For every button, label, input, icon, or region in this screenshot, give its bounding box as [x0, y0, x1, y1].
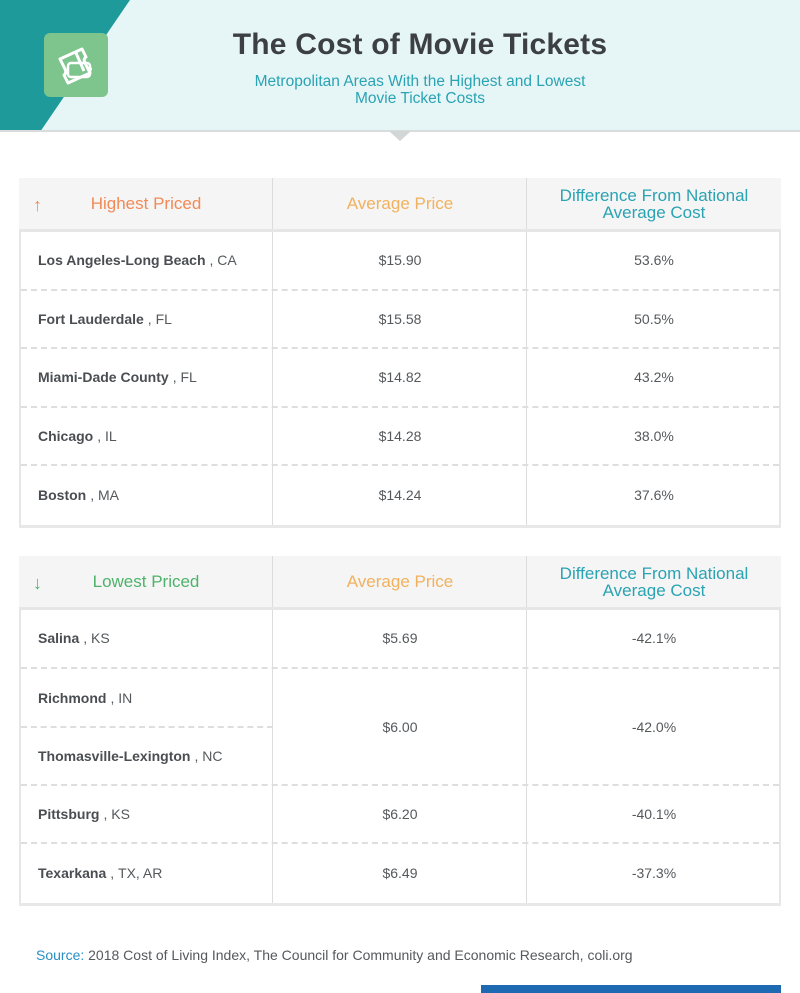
column-header-difference: Difference From National Average Cost [559, 563, 749, 600]
difference-cell: 37.6% [634, 487, 674, 504]
subtitle-line-2: Movie Ticket Costs [354, 90, 486, 107]
ticket-icon [44, 33, 108, 102]
state-name: IN [118, 689, 133, 706]
header-banner [0, 0, 800, 132]
price-cell: $14.28 [378, 427, 422, 444]
page-subtitle [160, 73, 680, 107]
city-cell: Salina , KS [38, 630, 110, 647]
difference-cell: 53.6% [634, 252, 674, 269]
city-cell: Fort Lauderdale , FL [38, 310, 172, 327]
price-cell: $6.20 [382, 805, 418, 822]
city-name: Texarkana [38, 865, 107, 882]
table-row [21, 349, 779, 408]
column-header-price: Average Price [346, 194, 454, 213]
column-header-price: Average Price [346, 572, 454, 591]
table-row [21, 466, 779, 525]
state-name: IL [105, 427, 117, 444]
arrow-down-icon: ↓ [33, 573, 42, 593]
source-text: 2018 Cost of Living Index, The Council for Community and Economic Research, coli.org [88, 947, 633, 963]
city-name: Richmond [38, 689, 107, 706]
difference-cell: -37.3% [631, 865, 677, 882]
state-name: KS [111, 805, 130, 822]
price-cell: $6.49 [382, 865, 418, 882]
city-cell: Miami-Dade County , FL [38, 369, 197, 386]
table-header [19, 178, 781, 232]
price-cell: $6.00 [382, 719, 418, 735]
city-name: Fort Lauderdale [38, 310, 144, 327]
source-note [36, 947, 633, 963]
city-name: Pittsburg [38, 805, 100, 822]
highest-priced-table [19, 178, 781, 528]
state-name: FL [180, 369, 197, 386]
city-cell: Richmond , IN [38, 689, 133, 706]
state-name: KS [91, 630, 110, 647]
lowest-priced-table [19, 556, 781, 906]
difference-cell: 43.2% [634, 369, 674, 386]
table-body [19, 232, 781, 525]
down-pointer-icon [389, 131, 411, 141]
price-cell: $15.90 [378, 252, 422, 269]
city-cell: Los Angeles-Long Beach , CA [38, 252, 237, 269]
table-row [21, 291, 779, 350]
table-row [21, 408, 779, 467]
table-row [21, 844, 779, 903]
city-cell: Thomasville-Lexington , NC [38, 748, 223, 765]
price-cell: $14.24 [378, 487, 422, 504]
city-name: Boston [38, 487, 87, 504]
table-row-merged [21, 669, 779, 786]
city-cell: Pittsburg , KS [38, 805, 130, 822]
table-row [21, 610, 779, 669]
state-name: TX, AR [118, 865, 163, 882]
table-header [19, 556, 781, 610]
table-row [21, 786, 779, 845]
city-name: Los Angeles-Long Beach [38, 252, 206, 269]
city-name: Miami-Dade County [38, 369, 169, 386]
source-label: Source: [36, 947, 85, 963]
difference-cell: -40.1% [631, 805, 677, 822]
column-header-category: Lowest Priced [92, 572, 200, 591]
column-header-difference: Difference From National Average Cost [559, 185, 749, 222]
subtitle-line-1: Metropolitan Areas With the Highest and Lowest [254, 73, 586, 90]
table-body [19, 610, 781, 903]
state-name: MA [98, 487, 119, 504]
arrow-up-icon: ↑ [33, 195, 42, 215]
footer-bar [481, 985, 781, 993]
table-row [21, 232, 779, 291]
difference-cell: 50.5% [634, 310, 674, 327]
city-cell: Chicago , IL [38, 427, 117, 444]
city-cell: Texarkana , TX, AR [38, 865, 163, 882]
state-name: NC [202, 748, 223, 765]
state-name: FL [155, 310, 172, 327]
city-cell: Boston , MA [38, 487, 119, 504]
state-name: CA [217, 252, 237, 269]
price-cell: $14.82 [378, 369, 422, 386]
difference-cell: -42.1% [631, 630, 677, 647]
city-name: Salina [38, 630, 80, 647]
price-cell: $5.69 [382, 630, 418, 647]
page-title: The Cost of Movie Tickets [232, 28, 608, 61]
column-header-category: Highest Priced [90, 194, 202, 213]
difference-cell: -42.0% [631, 719, 677, 735]
price-cell: $15.58 [378, 310, 422, 327]
city-name: Thomasville-Lexington [38, 748, 191, 765]
city-name: Chicago [38, 427, 94, 444]
difference-cell: 38.0% [634, 427, 674, 444]
